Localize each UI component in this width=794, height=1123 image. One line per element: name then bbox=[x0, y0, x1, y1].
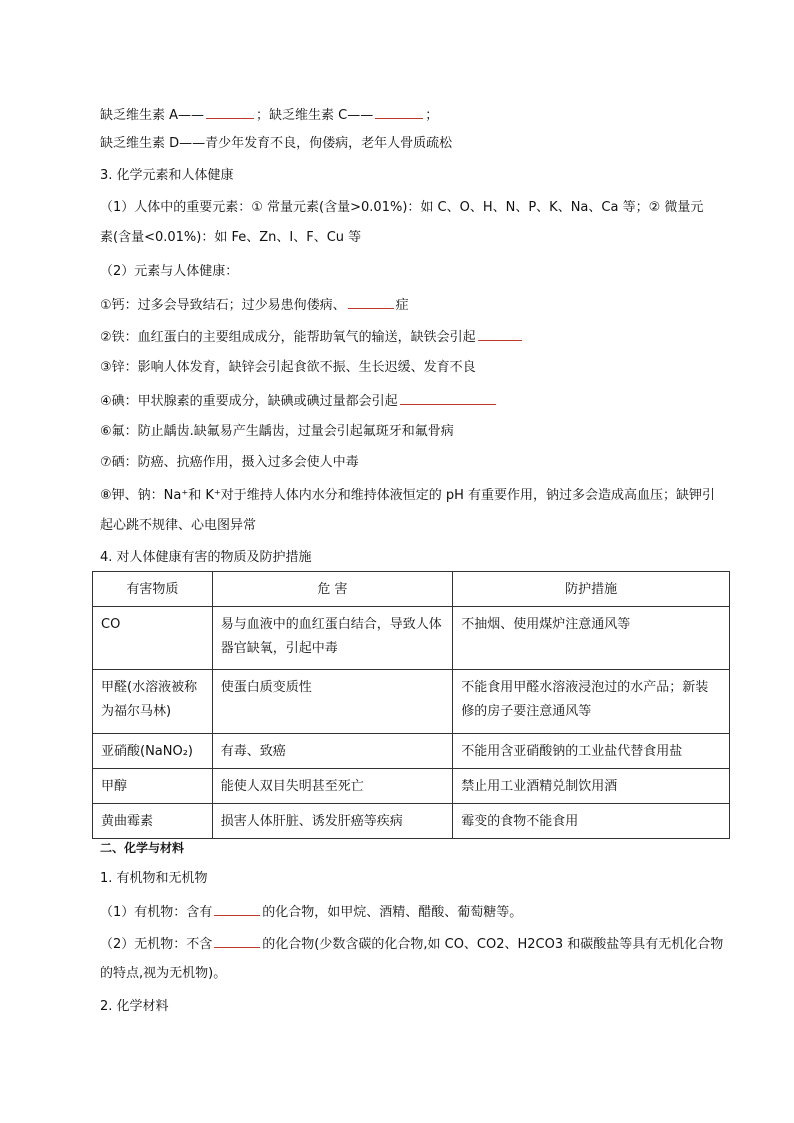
blank-vitamin-a bbox=[206, 104, 254, 119]
blank-calcium bbox=[348, 294, 394, 309]
elements-p2: （2）元素与人体健康： bbox=[100, 264, 239, 279]
cell-harm: 损害人体肝脏、诱发肝癌等疾病 bbox=[212, 804, 453, 839]
zinc-line: ③锌：影响人体发育，缺锌会引起食欲不振、生长迟缓、发育不良 bbox=[100, 360, 476, 375]
section-4-title: 4. 对人体健康有害的物质及防护措施 bbox=[100, 550, 312, 565]
cell-substance: 黄曲霉素 bbox=[93, 804, 213, 839]
header-substance: 有害物质 bbox=[93, 572, 213, 607]
vitamin-c-text: ；缺乏维生素 C—— bbox=[256, 108, 374, 123]
table-row bbox=[93, 607, 730, 670]
header-harm: 危 害 bbox=[212, 572, 453, 607]
blank-vitamin-c bbox=[375, 104, 423, 119]
calcium-line bbox=[100, 294, 409, 316]
blank-iron bbox=[478, 326, 522, 341]
potassium-sodium-line-b: 起心跳不规律、心电图异常 bbox=[100, 518, 257, 533]
chemical-materials-title: 2. 化学材料 bbox=[100, 999, 169, 1014]
table-header-row bbox=[93, 572, 730, 607]
cell-harm: 易与血液中的血红蛋白结合，导致人体器官缺氧，引起中毒 bbox=[212, 607, 453, 670]
inorganic-line bbox=[100, 933, 723, 955]
organic-line bbox=[100, 901, 522, 923]
blank-organic bbox=[214, 901, 260, 916]
blank-iodine bbox=[400, 390, 496, 405]
selenium-line: ⑦硒：防癌、抗癌作用，摄入过多会使人中毒 bbox=[100, 455, 359, 470]
cell-substance: 甲醛(水溶液被称为福尔马林) bbox=[93, 670, 213, 734]
iron-text: ②铁：血红蛋白的主要组成成分，能帮助氧气的输送，缺铁会引起 bbox=[100, 330, 476, 345]
vitamin-d-line: 缺乏维生素 D——青少年发育不良，佝偻病，老年人骨质疏松 bbox=[100, 136, 453, 151]
cell-protection: 霉变的食物不能食用 bbox=[453, 804, 730, 839]
iodine-line bbox=[100, 390, 498, 412]
vitamin-a-text: 缺乏维生素 A—— bbox=[100, 108, 205, 123]
harmful-substances-table bbox=[92, 571, 730, 839]
cell-harm: 能使人双目失明甚至死亡 bbox=[212, 769, 453, 804]
cell-harm: 使蛋白质变质性 bbox=[212, 670, 453, 734]
organic-text-end: 的化合物，如甲烷、酒精、醋酸、葡萄糖等。 bbox=[262, 905, 523, 920]
organic-text: （1）有机物：含有 bbox=[100, 905, 213, 920]
header-protection: 防护措施 bbox=[453, 572, 730, 607]
inorganic-line-2: 的特点,视为无机物)。 bbox=[100, 966, 227, 981]
part-2-title: 二、化学与材料 bbox=[100, 841, 185, 855]
table-row bbox=[93, 804, 730, 839]
table-row bbox=[93, 769, 730, 804]
fluorine-line: ⑥氟：防止龋齿.缺氟易产生龋齿，过量会引起氟斑牙和氟骨病 bbox=[100, 424, 454, 439]
table-row bbox=[93, 734, 730, 769]
cell-protection: 不能用含亚硝酸钠的工业盐代替食用盐 bbox=[453, 734, 730, 769]
organic-inorganic-title: 1. 有机物和无机物 bbox=[100, 871, 208, 886]
table-row bbox=[93, 670, 730, 734]
cell-protection: 不抽烟、使用煤炉注意通风等 bbox=[453, 607, 730, 670]
calcium-text: ①钙：过多会导致结石；过少易患佝偻病、 bbox=[100, 298, 346, 313]
cell-harm: 有毒、致癌 bbox=[212, 734, 453, 769]
inorganic-text: （2）无机物：不含 bbox=[100, 937, 213, 952]
elements-p1b: 素(含量<0.01%)：如 Fe、Zn、I、F、Cu 等 bbox=[100, 230, 362, 245]
blank-inorganic bbox=[214, 933, 260, 948]
cell-substance: 甲醇 bbox=[93, 769, 213, 804]
iron-line bbox=[100, 326, 524, 348]
cell-substance: CO bbox=[93, 607, 213, 670]
vitamin-ac-line bbox=[100, 104, 438, 126]
potassium-sodium-line-a: ⑧钾、钠：Na⁺和 K⁺对于维持人体内水分和维持体液恒定的 pH 有重要作用，钠过多会造成高血压；缺钾引 bbox=[100, 488, 716, 503]
elements-p1a: （1）人体中的重要元素：① 常量元素(含量>0.01%)：如 C、O、H、N、P、K、Na、Ca 等；② 微量元 bbox=[100, 200, 704, 215]
iodine-text: ④碘：甲状腺素的重要成分，缺碘或碘过量都会引起 bbox=[100, 394, 398, 409]
vitamin-line-end: ； bbox=[425, 108, 439, 123]
cell-protection: 禁止用工业酒精兑制饮用酒 bbox=[453, 769, 730, 804]
section-3-title: 3. 化学元素和人体健康 bbox=[100, 168, 234, 183]
calcium-end: 症 bbox=[395, 298, 409, 313]
cell-substance: 亚硝酸(NaNO₂) bbox=[93, 734, 213, 769]
inorganic-text-mid: 的化合物(少数含碳的化合物,如 CO、CO2、H2CO3 和碳酸盐等具有无机化合物 bbox=[262, 937, 724, 952]
cell-protection: 不能食用甲醛水溶液浸泡过的水产品；新装修的房子要注意通风等 bbox=[453, 670, 730, 734]
